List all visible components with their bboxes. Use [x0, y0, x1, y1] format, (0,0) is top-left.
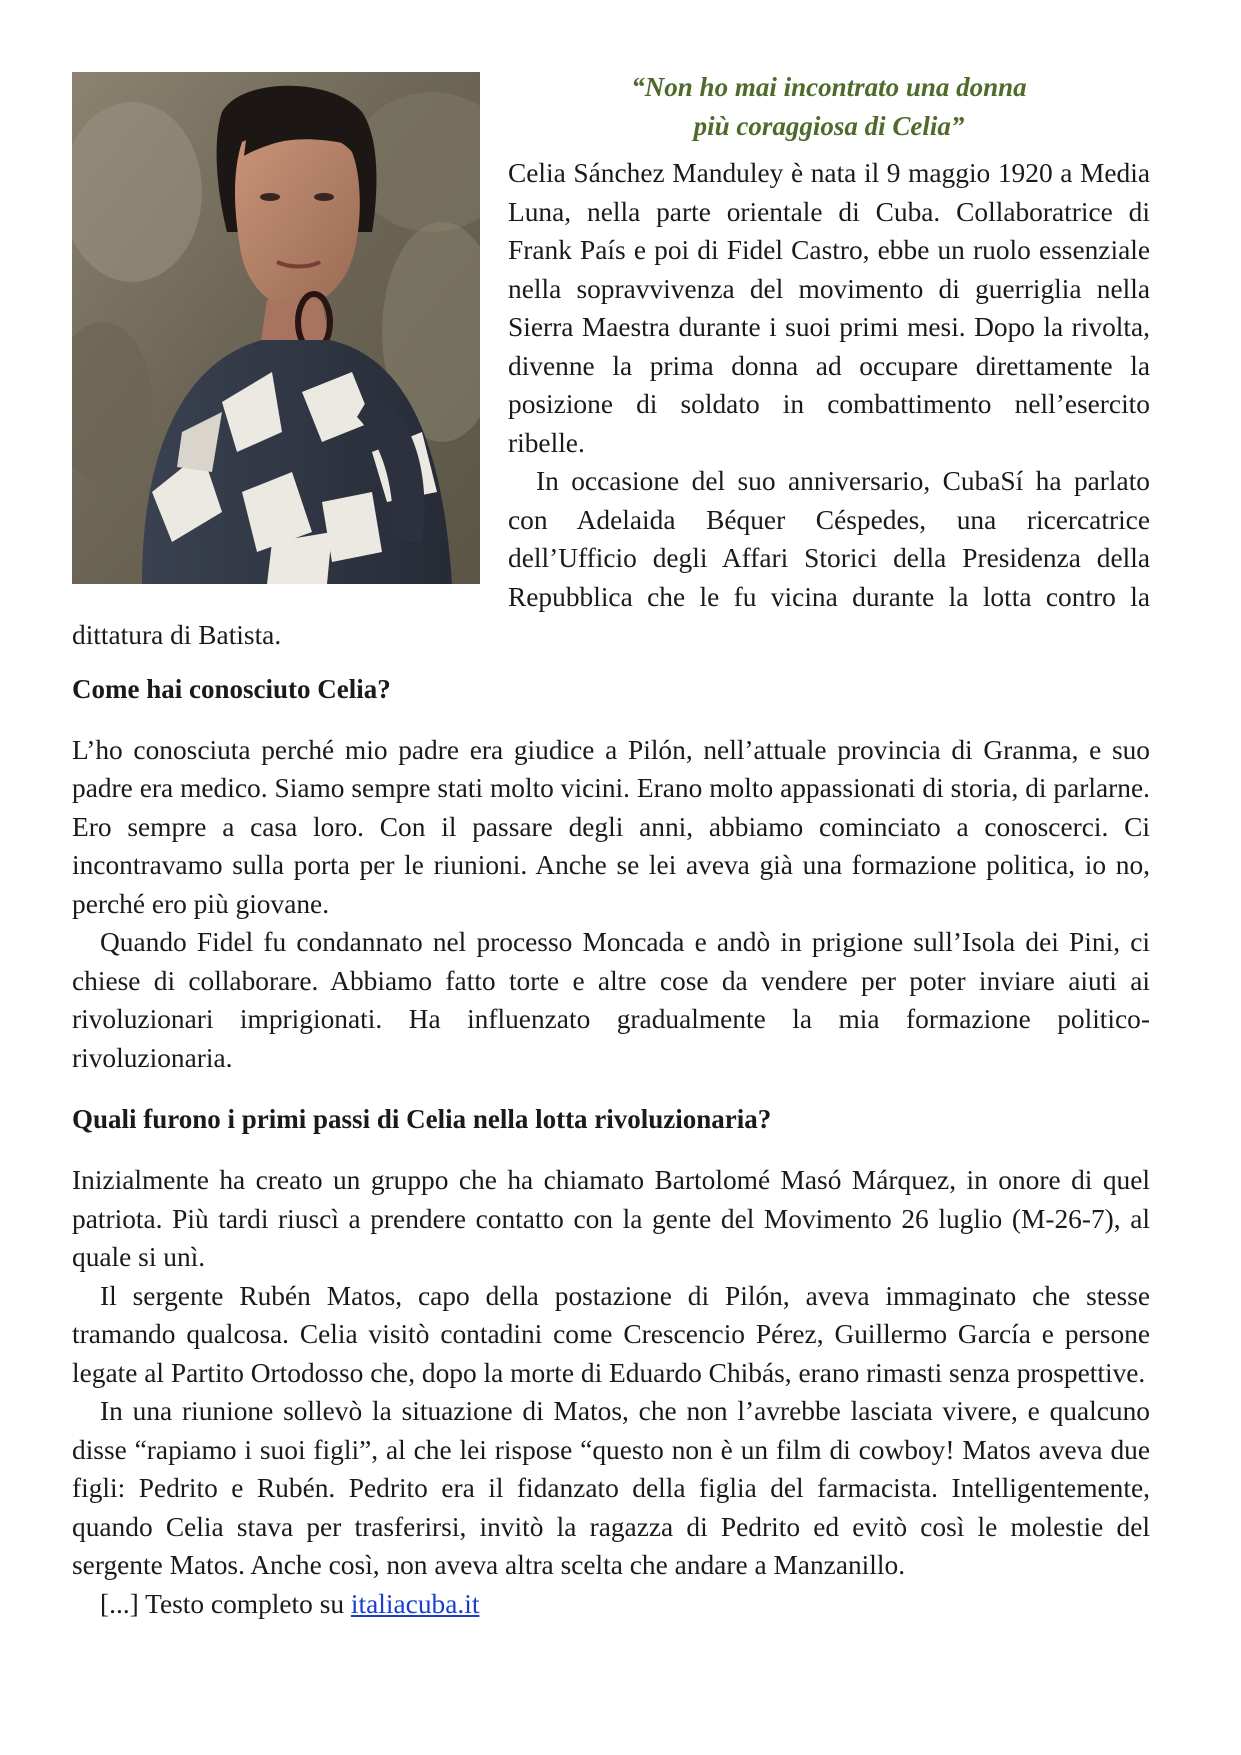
- answer-2-paragraph-1: Inizialmente ha creato un gruppo che ha chiamato Bartolomé Masó Márquez, in onore di quel patriota. Più tardi riuscì a prendere contatto con la gente del Movimento 26 luglio (M-26-7), al quale si unì.: [72, 1165, 1150, 1272]
- answer-1-paragraph-2: Quando Fidel fu condannato nel processo Moncada e andò in prigione sull’Isola dei Pini, ci chiese di collaborare. Abbiamo fatto torte e altre cose da vendere per poter inviare aiuti ai rivoluzionari imprigionati. Ha influenzato gradualmente la mia formazione politico-rivoluzionaria.: [72, 927, 1150, 1073]
- question-2-heading: Quali furono i primi passi di Celia nella lotta rivoluzionaria?: [72, 1104, 772, 1134]
- source-link[interactable]: italiacuba.it: [350, 1588, 480, 1619]
- answer-2-paragraph-3: In una riunione sollevò la situazione di Matos, che non l’avrebbe lasciata vivere, e qualcuno disse “rapiamo i suoi figli”, al che lei rispose “questo non è un film di cowboy! Matos aveva due figli: Pedrito e Rubén. Pedrito era il fidanzato della figlia del farmacista. Intelligentemente, quando Celia stava per trasferirsi, invitò la ragazza di Pedrito ed evitò così le molestie del sergente Matos. Anche così, non aveva altra scelta che andare a Manzanillo.: [72, 1396, 1150, 1580]
- question-1-heading: Come hai conosciuto Celia?: [72, 673, 391, 704]
- intro-paragraph-1: Celia Sánchez Manduley è nata il 9 maggio 1920 a Media Luna, nella parte orientale di Cuba. Collaboratrice di Frank País e poi di Fidel Castro, ebbe un ruolo essenziale nella sopravvivenza del movimento di guerriglia nella Sierra Maestra durante i suoi primi mesi. Dopo la rivolta, divenne la prima donna ad occupare direttamente la posizione di soldato in combattimento nell’esercito ribelle.: [508, 158, 1150, 458]
- intro-paragraph-2: In occasione del suo anniversario, CubaSí ha parlato con Adelaida Béquer Céspedes, una ricercatrice dell’Ufficio degli Affari Storici della Presidenza della Repubblica che le fu vicina durante la lotta contro la dittatura di Batista.: [72, 466, 1150, 650]
- answer-1-paragraph-1: L’ho conosciuta perché mio padre era giudice a Pilón, nell’attuale provincia di Granma, e suo padre era medico. Siamo sempre stati molto vicini. Erano molto appassionati di storia, di parlarne. Ero sempre a casa loro. Con il passare degli anni, abbiamo cominciato a conoscerci. Ci incontravamo sulla porta per le riunioni. Anche se lei aveva già una formazione politica, io no, perché ero più giovane.: [72, 734, 1150, 919]
- full-text-prefix: [...] Testo completo su: [100, 1588, 351, 1619]
- article-page: [72, 68, 1150, 1623]
- portrait-photo: [72, 72, 480, 584]
- answer-2-paragraph-2: Il sergente Rubén Matos, capo della postazione di Pilón, aveva immaginato che stesse tramando qualcosa. Celia visitò contadini come Crescencio Pérez, Guillermo García e persone legate al Partito Ortodosso che, dopo la morte di Eduardo Chibás, erano rimasti senza prospettive.: [72, 1280, 1150, 1388]
- pull-quote-line-2: più coraggiosa di Celia”: [693, 111, 965, 141]
- pull-quote-line-1: “Non ho mai incontrato una donna: [631, 72, 1027, 102]
- portrait-image: [72, 72, 480, 584]
- full-text-line: [72, 1585, 1150, 1624]
